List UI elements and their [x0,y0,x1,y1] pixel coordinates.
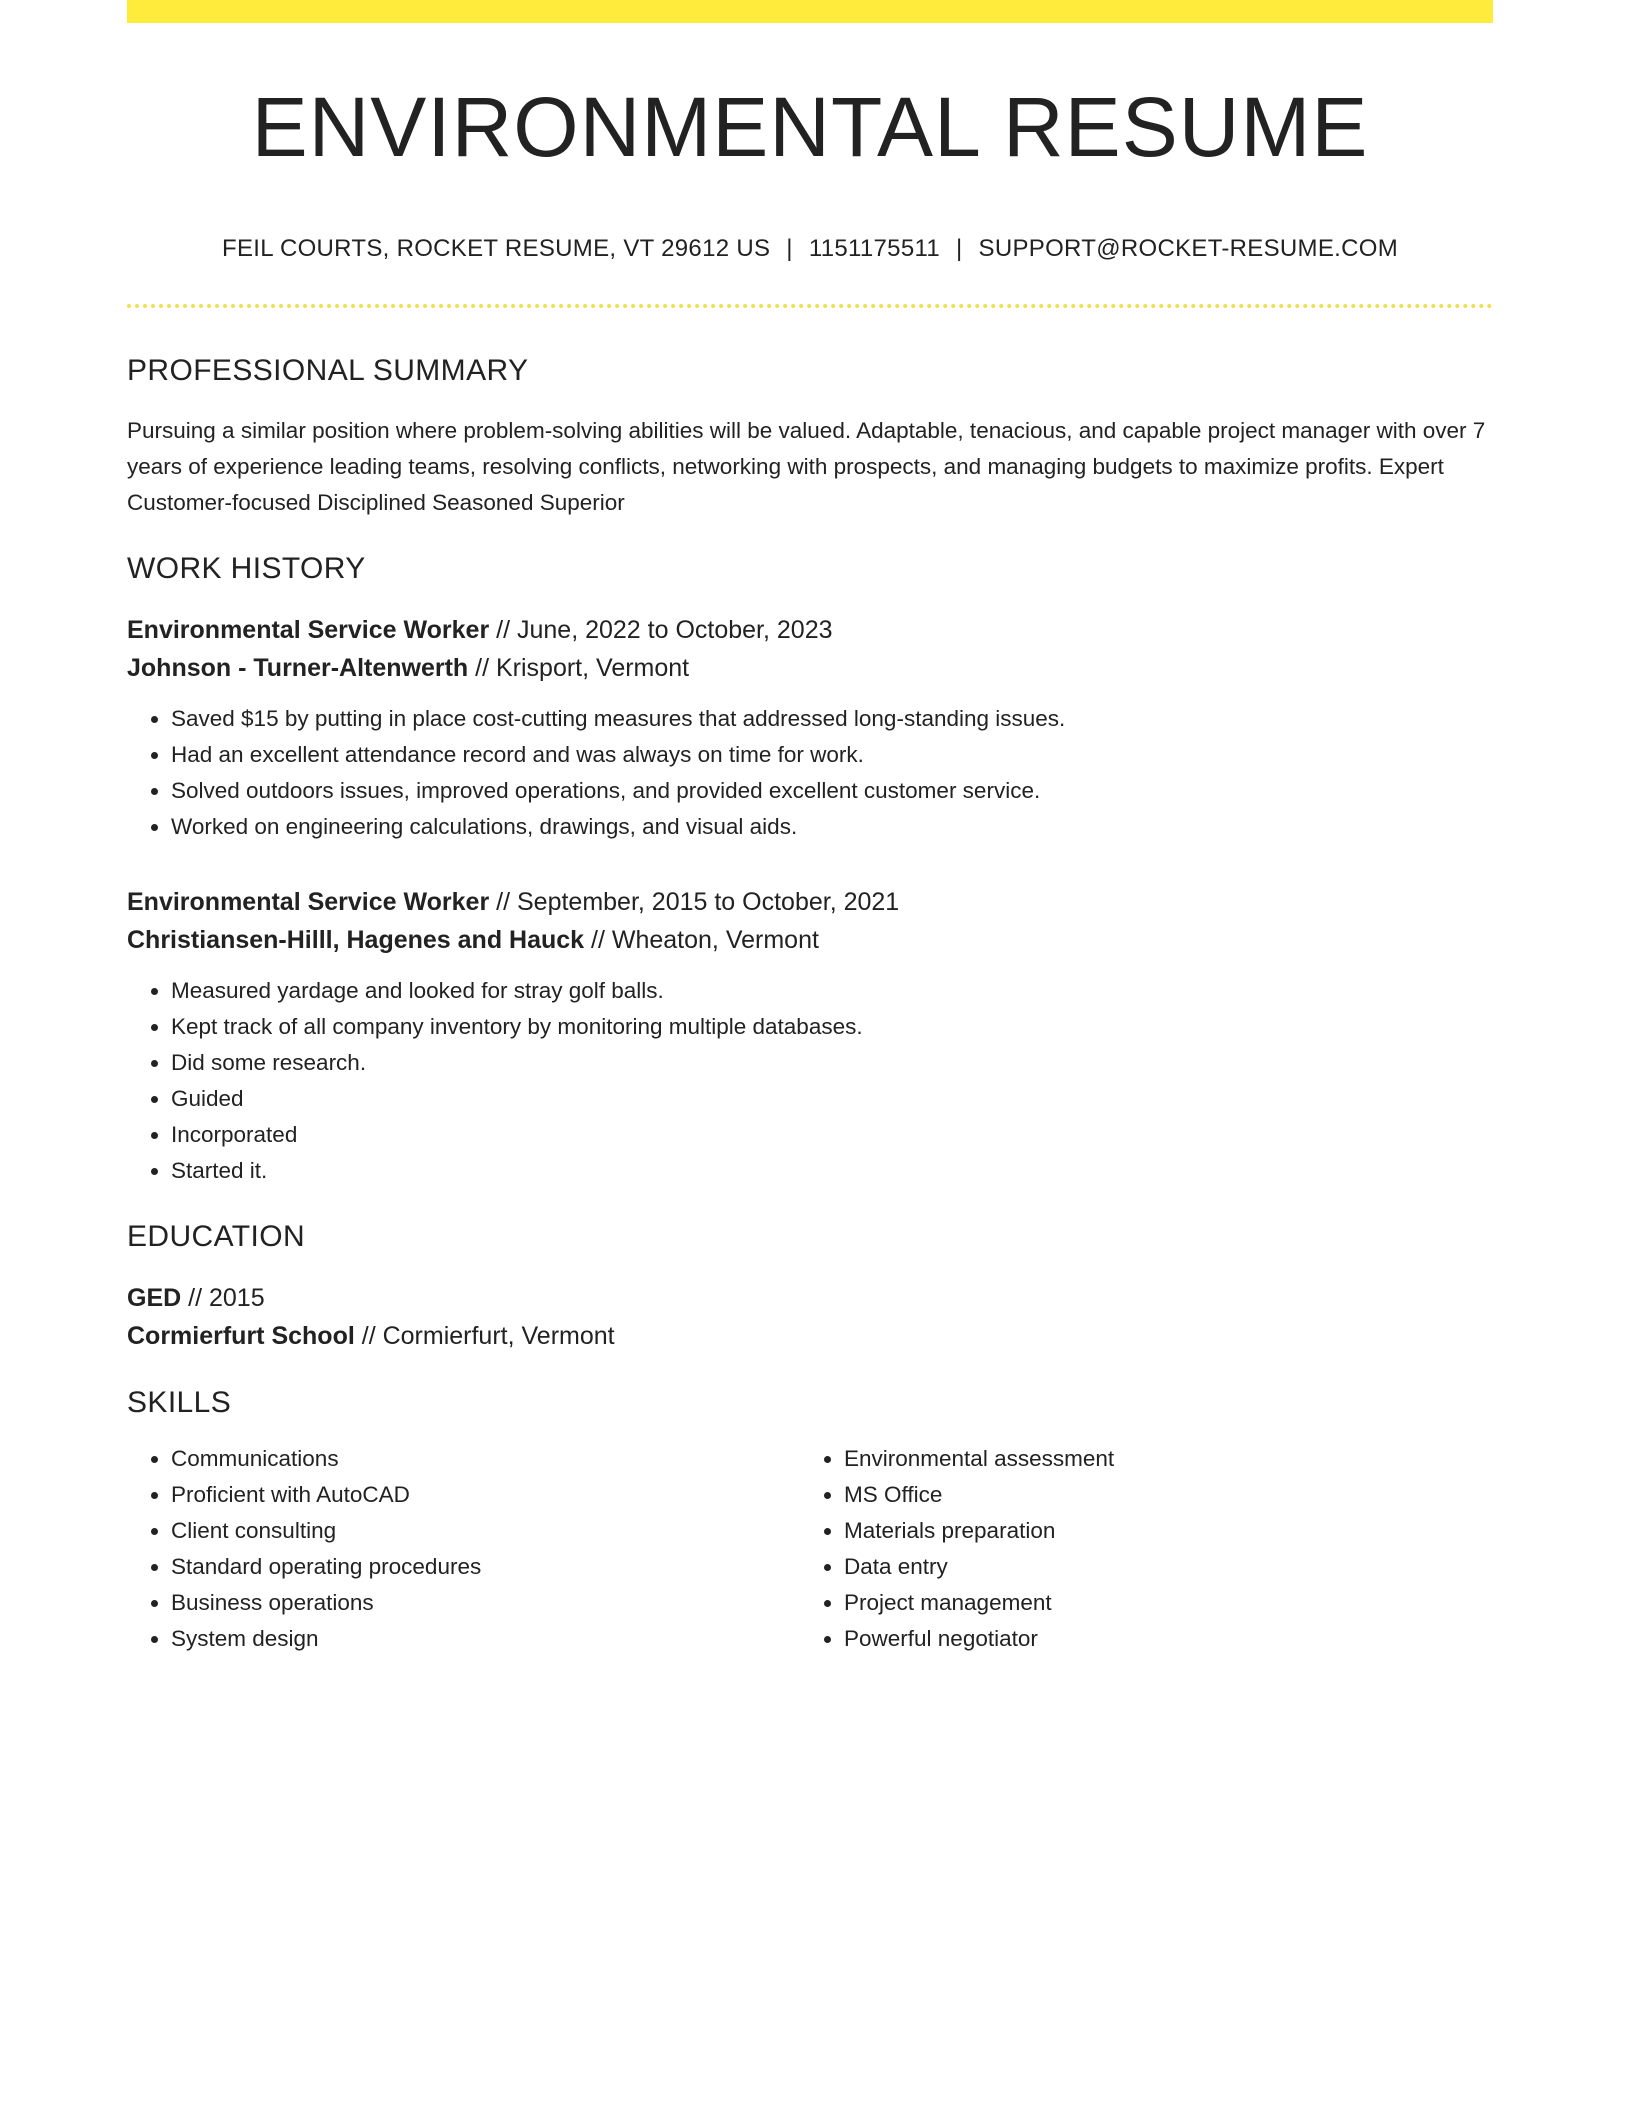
education-degree-line [127,1279,1493,1317]
education-heading: EDUCATION [127,1219,306,1253]
accent-top-bar [127,0,1493,23]
job-bullet: • Incorporated [171,1117,1493,1153]
dotted-divider [127,304,1493,308]
job-bullet: • Had an excellent attendance record and was always on time for work. [171,737,1493,773]
work-history-entry [127,883,1493,1189]
education-entry [127,1279,1493,1355]
summary-text: Pursuing a similar position where problem-solving abilities will be valued. Adaptable, tenacious, and capable project manager with over 7 years of experience leading teams, resolving conflicts, networking with prospects, and managing budgets to maximize profits. Expert Customer-focused Disciplined Seasoned Superior [127,417,1486,515]
education-year: 2015 [208,1283,265,1312]
job-role-line [127,883,1493,921]
job-company-line [127,921,1493,959]
job-bullet-list [127,973,1493,1189]
job-company: Johnson - Turner-Altenwerth [127,653,469,682]
job-dates: June, 2022 to October, 2023 [516,615,833,644]
education-school: Cormierfurt School [127,1321,355,1350]
job-bullet: • Kept track of all company inventory by monitoring multiple databases. [171,1009,1493,1045]
entry-separator: // [354,1321,383,1350]
entry-separator: // [489,615,517,644]
contact-separator: | [955,235,963,262]
contact-email[interactable]: SUPPORT@ROCKET-RESUME.COM [978,235,1398,262]
job-role-line [127,611,1493,649]
entry-separator: // [489,887,517,916]
resume-page [127,0,1493,1657]
job-company: Christiansen-Hilll, Hagenes and Hauck [127,925,585,954]
contact-line [127,235,1493,264]
job-company-line [127,649,1493,687]
skill-item: • Business operations [171,1585,800,1621]
entry-separator: // [181,1283,209,1312]
skills-list-left [127,1441,800,1657]
job-location: Krisport, Vermont [496,653,690,682]
skill-item: • Proficient with AutoCAD [171,1477,800,1513]
job-bullet: • Measured yardage and looked for stray golf balls. [171,973,1493,1009]
education-location: Cormierfurt, Vermont [382,1321,615,1350]
job-role: Environmental Service Worker [127,615,490,644]
summary-heading: PROFESSIONAL SUMMARY [127,353,529,387]
work-history-list [127,611,1493,1189]
contact-address: FEIL COURTS, ROCKET RESUME, VT 29612 US [221,235,771,262]
skill-item: • Powerful negotiator [844,1621,1474,1657]
skill-item: • Project management [844,1585,1474,1621]
job-dates: September, 2015 to October, 2021 [516,887,900,916]
skill-item: • Standard operating procedures [171,1549,800,1585]
job-bullet: • Did some research. [171,1045,1493,1081]
resume-title: ENVIRONMENTAL RESUME [251,80,1369,174]
skill-item: • System design [171,1621,800,1657]
contact-separator: | [786,235,793,262]
skill-item: • MS Office [844,1477,1474,1513]
job-bullet-list [127,701,1493,845]
skill-item: • Materials preparation [844,1513,1474,1549]
job-bullet: • Worked on engineering calculations, drawings, and visual aids. [171,809,1493,845]
job-bullet: • Solved outdoors issues, improved operations, and provided excellent customer service. [171,773,1493,809]
job-role: Environmental Service Worker [127,887,490,916]
skills-list-right [800,1441,1474,1657]
skill-item: • Environmental assessment [844,1441,1474,1477]
skill-item: • Data entry [844,1549,1474,1585]
entry-separator: // [468,653,496,682]
job-bullet: • Guided [171,1081,1493,1117]
work-history-heading: WORK HISTORY [127,551,366,585]
job-bullet: • Started it. [171,1153,1493,1189]
skills-columns [127,1441,1493,1657]
work-history-entry [127,611,1493,845]
skills-heading: SKILLS [127,1385,232,1419]
skill-item: • Client consulting [171,1513,800,1549]
education-degree: GED [127,1283,182,1312]
job-location: Wheaton, Vermont [611,925,819,954]
entry-separator: // [584,925,612,954]
job-bullet: • Saved $15 by putting in place cost-cutting measures that addressed long-standing issues. [171,701,1493,737]
skill-item: • Communications [171,1441,800,1477]
contact-phone: 1151175511 [808,235,940,262]
education-school-line [127,1317,1493,1355]
